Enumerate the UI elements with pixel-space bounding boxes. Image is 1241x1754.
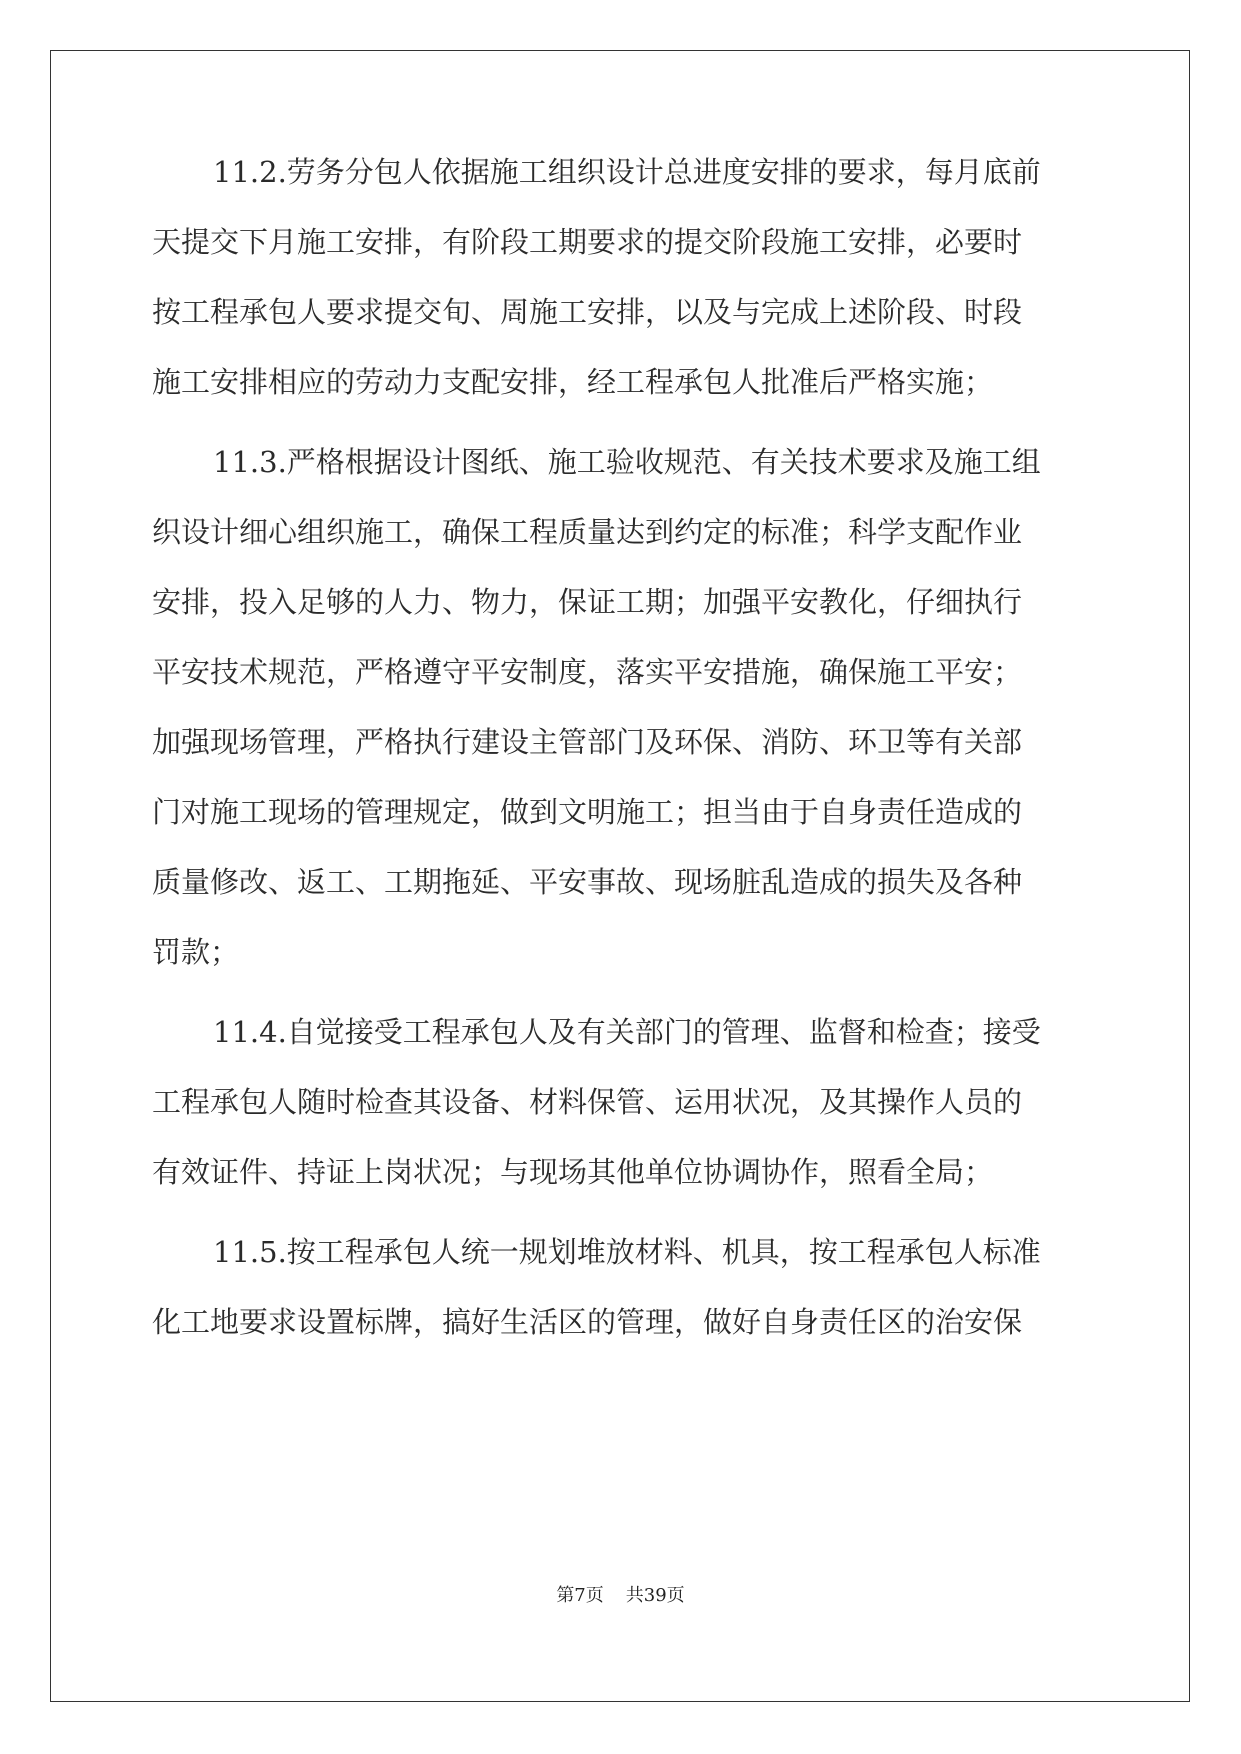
total-pages: 共39页 xyxy=(625,1585,685,1606)
paragraph-11-5-line-1: 11.5.按工程承包人统一规划堆放材料、机具，按工程承包人标准 xyxy=(213,1235,1041,1269)
page-footer xyxy=(0,1584,1241,1608)
paragraph-11-4-line-3: 有效证件、持证上岗状况；与现场其他单位协调协作，照看全局； xyxy=(152,1155,994,1189)
paragraph-11-4-line-2: 工程承包人随时检查其设备、材料保管、运用状况，及其操作人员的 xyxy=(152,1085,1023,1119)
paragraph-11-3-line-1: 11.3.严格根据设计图纸、施工验收规范、有关技术要求及施工组 xyxy=(213,445,1041,479)
paragraph-11-3-line-4: 平安技术规范，严格遵守平安制度，落实平安措施，确保施工平安； xyxy=(152,655,1023,689)
paragraph-11-3-line-8: 罚款； xyxy=(152,935,240,969)
paragraph-11-5-line-2: 化工地要求设置标牌，搞好生活区的管理，做好自身责任区的治安保 xyxy=(152,1305,1023,1339)
paragraph-11-2-line-3: 按工程承包人要求提交旬、周施工安排，以及与完成上述阶段、时段 xyxy=(152,295,1023,329)
paragraph-11-2-line-1: 11.2.劳务分包人依据施工组织设计总进度安排的要求，每月底前 xyxy=(213,155,1041,189)
paragraph-11-3-line-2: 织设计细心组织施工，确保工程质量达到约定的标准；科学支配作业 xyxy=(152,515,1023,549)
paragraph-11-3-line-7: 质量修改、返工、工期拖延、平安事故、现场脏乱造成的损失及各种 xyxy=(152,865,1023,899)
paragraph-11-3-line-6: 门对施工现场的管理规定，做到文明施工；担当由于自身责任造成的 xyxy=(152,795,1023,829)
paragraph-11-2-line-4: 施工安排相应的劳动力支配安排，经工程承包人批准后严格实施； xyxy=(152,365,994,399)
paragraph-11-2-line-2: 天提交下月施工安排，有阶段工期要求的提交阶段施工安排，必要时 xyxy=(152,225,1023,259)
page-number: 第7页 xyxy=(556,1585,604,1606)
paragraph-11-3-line-5: 加强现场管理，严格执行建设主管部门及环保、消防、环卫等有关部 xyxy=(152,725,1023,759)
paragraph-11-3-line-3: 安排，投入足够的人力、物力，保证工期；加强平安教化，仔细执行 xyxy=(152,585,1023,619)
paragraph-11-4-line-1: 11.4.自觉接受工程承包人及有关部门的管理、监督和检查；接受 xyxy=(213,1015,1041,1049)
